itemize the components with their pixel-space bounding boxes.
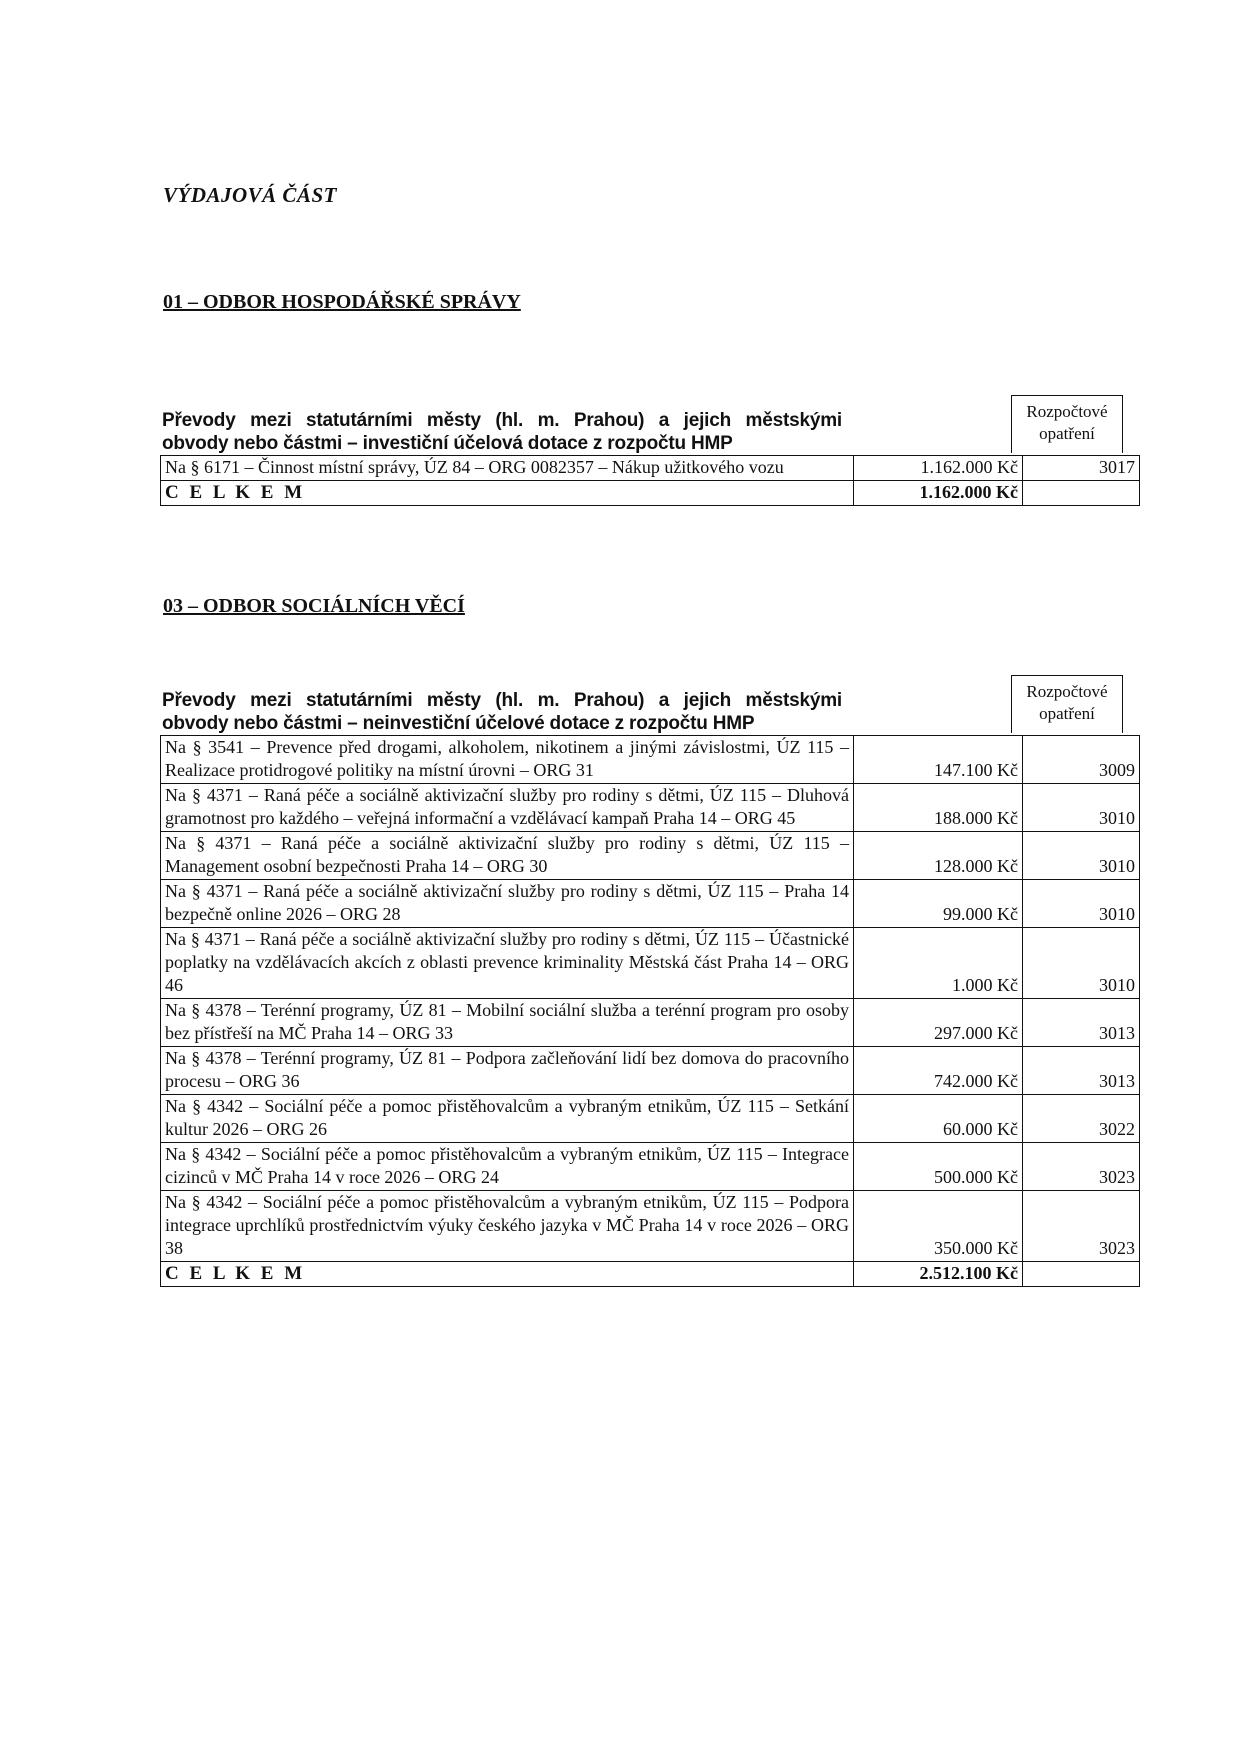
table-row xyxy=(161,880,1140,928)
row-description: Na § 4378 – Terénní programy, ÚZ 81 – Podpora začleňování lidí bez domova do pracovního procesu – ORG 36 xyxy=(161,1047,854,1095)
row-amount: 500.000 Kč xyxy=(854,1143,1023,1191)
page-heading: VÝDAJOVÁ ČÁST xyxy=(163,183,337,207)
intro-line-1: Převody mezi statutárními městy (hl. m. Prahou) a jejich městskými xyxy=(162,410,842,431)
total-label: C E L K E M xyxy=(161,481,854,506)
row-amount: 147.100 Kč xyxy=(854,736,1023,784)
row-measure: 3013 xyxy=(1023,1047,1140,1095)
row-description: Na § 3541 – Prevence před drogami, alkoholem, nikotinem a jinými závislostmi, ÚZ 115 – Realizace protidrogové politiky na místní úrovni – ORG 31 xyxy=(161,736,854,784)
table-row xyxy=(161,1047,1140,1095)
column-header-budget-measure: Rozpočtové opatření xyxy=(1011,675,1123,733)
table-row xyxy=(161,1095,1140,1143)
table-row xyxy=(161,1143,1140,1191)
total-amount: 2.512.100 Kč xyxy=(854,1262,1023,1287)
section-intro xyxy=(162,689,842,735)
row-description: Na § 4371 – Raná péče a sociálně aktivizační služby pro rodiny s dětmi, ÚZ 115 – Dluhová gramotnost pro každého – veřejná informační a vzdělávací kampaň Praha 14 – ORG 45 xyxy=(161,784,854,832)
total-amount: 1.162.000 Kč xyxy=(854,481,1023,506)
column-header-budget-measure: Rozpočtové opatření xyxy=(1011,395,1123,453)
row-measure: 3010 xyxy=(1023,880,1140,928)
total-measure-empty xyxy=(1023,1262,1140,1287)
section-head xyxy=(160,675,1123,735)
intro-line-2: obvody nebo částmi – neinvestiční účelové dotace z rozpočtu HMP xyxy=(162,713,755,734)
table-row xyxy=(161,784,1140,832)
row-measure: 3010 xyxy=(1023,928,1140,999)
row-measure: 3009 xyxy=(1023,736,1140,784)
row-description: Na § 4378 – Terénní programy, ÚZ 81 – Mobilní sociální služba a terénní program pro osoby bez přístřeší na MČ Praha 14 – ORG 33 xyxy=(161,999,854,1047)
items-table xyxy=(160,735,1140,1287)
total-label: C E L K E M xyxy=(161,1262,854,1287)
row-amount: 350.000 Kč xyxy=(854,1191,1023,1262)
total-row xyxy=(161,1262,1140,1287)
row-description: Na § 4371 – Raná péče a sociálně aktivizační služby pro rodiny s dětmi, ÚZ 115 – Management osobní bezpečnosti Praha 14 – ORG 30 xyxy=(161,832,854,880)
table-row xyxy=(161,736,1140,784)
section-head xyxy=(160,395,1123,455)
row-amount: 188.000 Kč xyxy=(854,784,1023,832)
table-row xyxy=(161,832,1140,880)
row-description: Na § 4371 – Raná péče a sociálně aktivizační služby pro rodiny s dětmi, ÚZ 115 – Praha 14 bezpečně online 2026 – ORG 28 xyxy=(161,880,854,928)
row-description: Na § 4342 – Sociální péče a pomoc přistěhovalcům a vybraným etnikům, ÚZ 115 – Podpora integrace uprchlíků prostřednictvím výuky českého jazyka v MČ Praha 14 v roce 2026 – ORG 38 xyxy=(161,1191,854,1262)
intro-line-2: obvody nebo částmi – investiční účelová dotace z rozpočtu HMP xyxy=(162,433,733,454)
row-description: Na § 4342 – Sociální péče a pomoc přistěhovalcům a vybraným etnikům, ÚZ 115 – Integrace cizinců v MČ Praha 14 v roce 2026 – ORG 24 xyxy=(161,1143,854,1191)
row-amount: 128.000 Kč xyxy=(854,832,1023,880)
row-amount: 742.000 Kč xyxy=(854,1047,1023,1095)
table-row xyxy=(161,928,1140,999)
row-measure: 3013 xyxy=(1023,999,1140,1047)
row-amount: 297.000 Kč xyxy=(854,999,1023,1047)
row-amount: 60.000 Kč xyxy=(854,1095,1023,1143)
row-description: Na § 4342 – Sociální péče a pomoc přistěhovalcům a vybraným etnikům, ÚZ 115 – Setkání kultur 2026 – ORG 26 xyxy=(161,1095,854,1143)
row-description: Na § 6171 – Činnost místní správy, ÚZ 84 – ORG 0082357 – Nákup užitkového vozu xyxy=(161,456,854,481)
row-measure: 3010 xyxy=(1023,832,1140,880)
row-measure: 3010 xyxy=(1023,784,1140,832)
total-measure-empty xyxy=(1023,481,1140,506)
row-measure: 3023 xyxy=(1023,1191,1140,1262)
row-amount: 1.000 Kč xyxy=(854,928,1023,999)
section-01 xyxy=(160,395,1135,506)
row-measure: 3023 xyxy=(1023,1143,1140,1191)
row-measure: 3017 xyxy=(1023,456,1140,481)
row-measure: 3022 xyxy=(1023,1095,1140,1143)
row-amount: 1.162.000 Kč xyxy=(854,456,1023,481)
table-row xyxy=(161,999,1140,1047)
section-title-03: 03 – ODBOR SOCIÁLNÍCH VĚCÍ xyxy=(163,595,465,617)
row-description: Na § 4371 – Raná péče a sociálně aktivizační služby pro rodiny s dětmi, ÚZ 115 – Účastnické poplatky na vzdělávacích akcích z oblasti prevence kriminality Městská část Praha 14 – ORG 46 xyxy=(161,928,854,999)
table-row xyxy=(161,456,1140,481)
total-row xyxy=(161,481,1140,506)
section-intro xyxy=(162,409,842,455)
row-amount: 99.000 Kč xyxy=(854,880,1023,928)
table-row xyxy=(161,1191,1140,1262)
section-title-01: 01 – ODBOR HOSPODÁŘSKÉ SPRÁVY xyxy=(163,291,521,313)
intro-line-1: Převody mezi statutárními městy (hl. m. Prahou) a jejich městskými xyxy=(162,690,842,711)
section-03 xyxy=(160,675,1135,1287)
items-table xyxy=(160,455,1140,506)
